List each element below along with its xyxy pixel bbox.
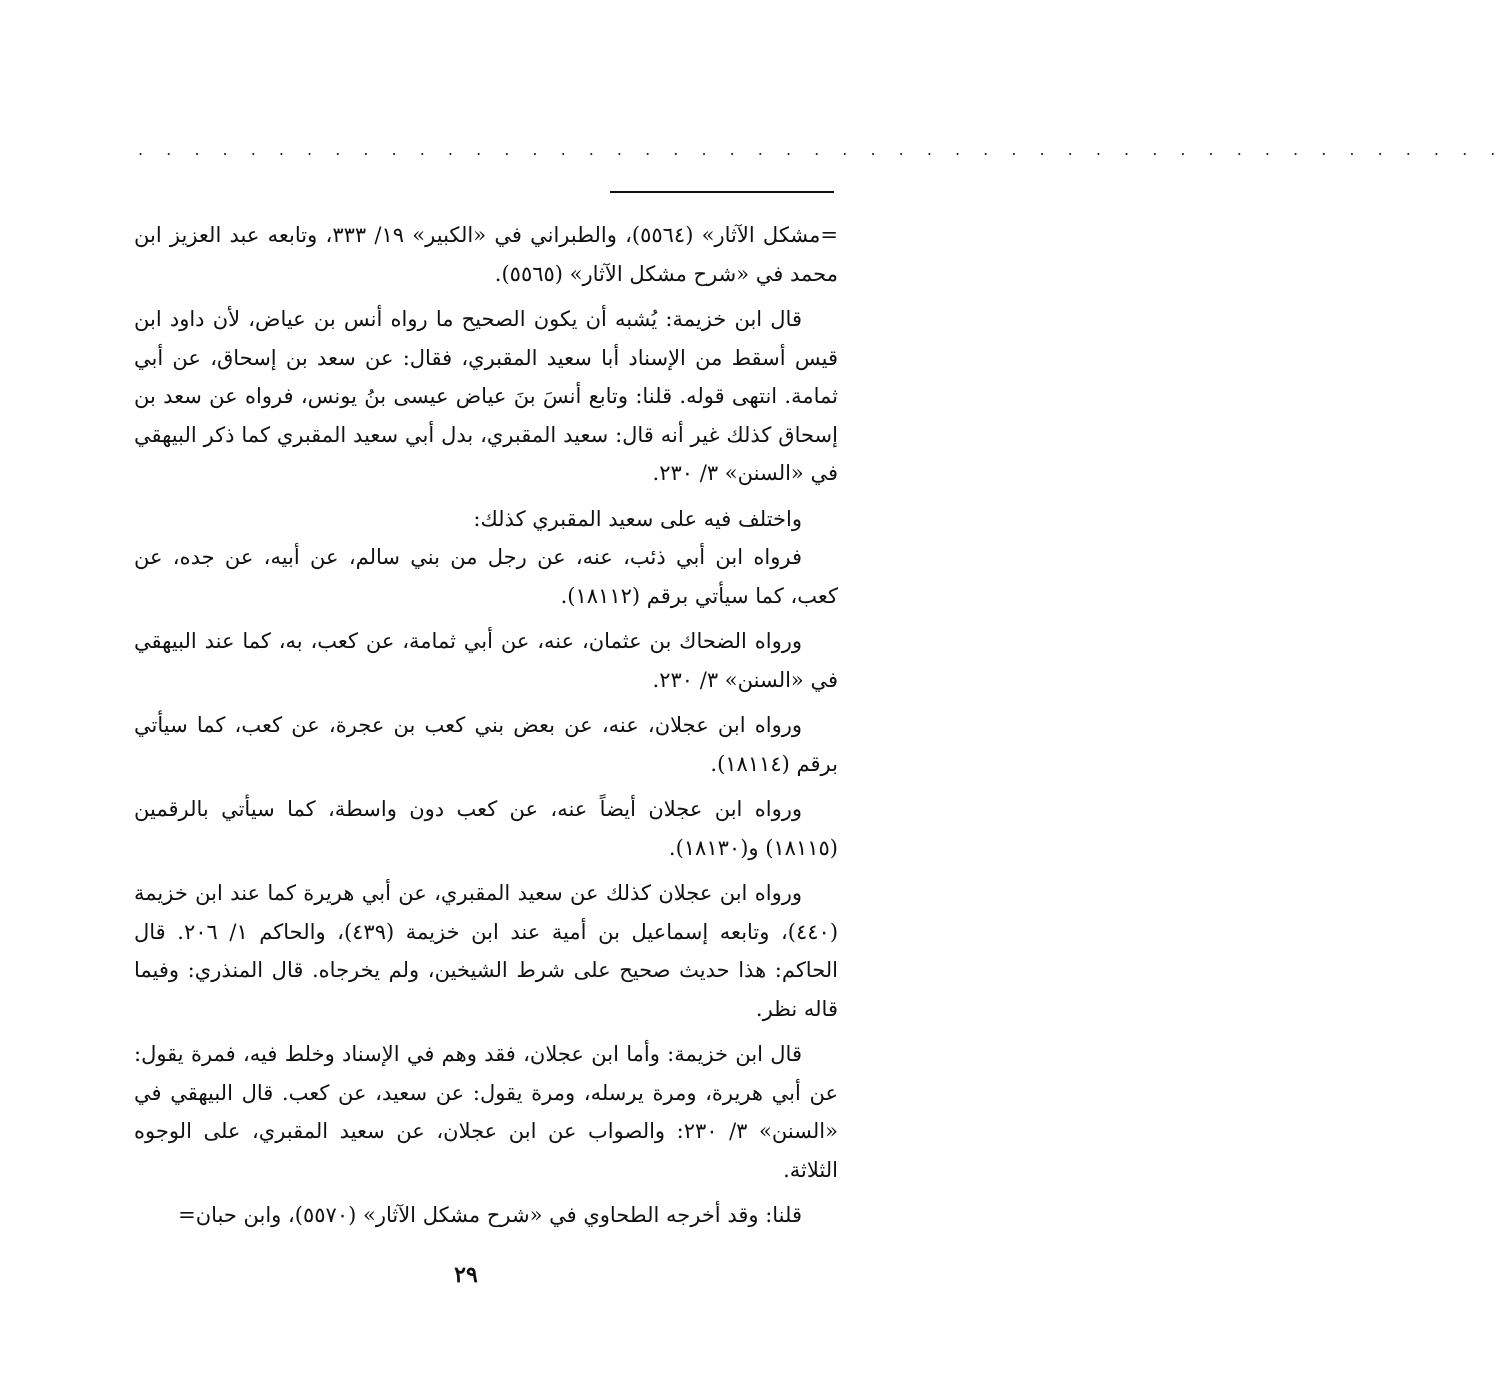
paragraph-5: ورواه الضحاك بن عثمان، عنه، عن أبي ثمامة، عن كعب، به، كما عند البيهقي في «السنن» ٣/ ٢٣٠.	[134, 629, 838, 692]
paragraph-8: ورواه ابن عجلان كذلك عن سعيد المقبري، عن أبي هريرة كما عند ابن خزيمة (٤٤٠)، وتابعه إسماعيل بن أمية عند ابن خزيمة (٤٣٩)، والحاكم ١/ ٢٠٦. قال الحاكم: هذا حديث صحيح على شرط الشيخين، ولم يخرجاه. قال المنذري: وفيما قاله نظر.	[134, 881, 839, 1021]
paragraph-1: =مشكل الآثار» (٥٥٦٤)، والطبراني في «الكبير» ١٩/ ٣٣٣، وتابعه عبد العزيز ابن محمد في «شرح مشكل الآثار» (٥٥٦٥).	[134, 223, 838, 286]
paragraph-2: قال ابن خزيمة: يُشبه أن يكون الصحيح ما رواه أنس بن عياض، لأن داود ابن قيس أسقط من الإسناد أبا سعيد المقبري، فقال: عن سعد بن إسحاق، عن أبي ثمامة. انتهى قوله. قلنا: وتابع أنسَ بنَ عياض عيسى بنُ يونس، فرواه عن سعد بن إسحاق كذلك غير أنه قال: سعيد المقبري، بدل أبي سعيد المقبري كما ذكر البيهقي في «السنن» ٣/ ٢٣٠.	[134, 307, 838, 485]
dotted-separator: . . . . . . . . . . . . . . . . . . . . . . . . . . . . . . . . . . . . . . . . . . . . . . . . .	[138, 140, 1504, 159]
paragraph-10: قلنا: وقد أخرجه الطحاوي في «شرح مشكل الآثار» (٥٥٧٠)، وابن حبان=	[178, 1203, 802, 1227]
page-number: ٢٩	[454, 1262, 478, 1288]
footnote-rule	[610, 191, 834, 193]
paragraph-3: واختلف فيه على سعيد المقبري كذلك:	[473, 506, 802, 531]
paragraph-4: فرواه ابن أبي ذئب، عنه، عن رجل من بني سالم، عن أبيه، عن جده، عن كعب، كما سيأتي برقم (١٨١١٢).	[134, 545, 838, 608]
paragraph-9: قال ابن خزيمة: وأما ابن عجلان، فقد وهم في الإسناد وخلط فيه، فمرة يقول: عن أبي هريرة، ومرة يرسله، ومرة يقول: عن سعيد، عن كعب. قال البيهقي في «السنن» ٣/ ٢٣٠: والصواب عن ابن عجلان، عن سعيد المقبري، على الوجوه الثلاثة.	[134, 1042, 838, 1182]
paragraph-7: ورواه ابن عجلان أيضاً عنه، عن كعب دون واسطة، كما سيأتي بالرقمين (١٨١١٥) و(١٨١٣٠).	[134, 797, 838, 860]
footnote-text	[134, 216, 838, 1242]
paragraph-6: ورواه ابن عجلان، عنه، عن بعض بني كعب بن عجرة، عن كعب، كما سيأتي برقم (١٨١١٤).	[134, 713, 838, 776]
